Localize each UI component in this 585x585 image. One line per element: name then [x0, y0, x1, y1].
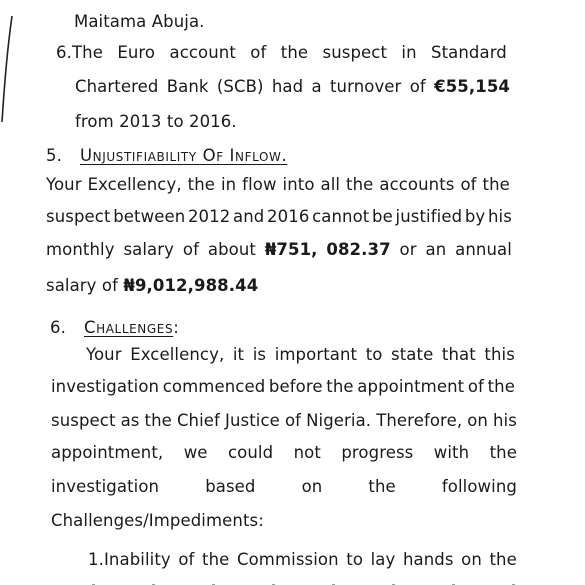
word: investigation	[51, 477, 160, 496]
word: the	[487, 377, 515, 396]
word: Inability	[103, 550, 171, 569]
word: progress	[341, 443, 414, 462]
word: on	[467, 411, 488, 430]
word: commenced	[162, 377, 266, 396]
section-title: Unjustifiability Of Inflow	[80, 146, 282, 165]
list-number: 1.	[88, 550, 104, 569]
salary-amount: ₦9,012,988.44	[123, 276, 259, 295]
justified-text	[46, 240, 512, 260]
margin-pen-mark	[0, 14, 14, 124]
word: Justice	[225, 411, 280, 430]
justified-text	[46, 207, 512, 227]
word: his	[487, 207, 512, 226]
word: Chartered	[75, 77, 159, 96]
word: of	[460, 175, 477, 194]
word: (SCB)	[216, 77, 264, 96]
word: had	[271, 77, 304, 96]
word: into	[282, 175, 315, 194]
line-text: salary of	[46, 276, 118, 295]
word: 2012	[187, 207, 231, 226]
word: before	[268, 377, 323, 396]
word: suspect	[51, 411, 116, 430]
word: could	[227, 443, 274, 462]
word: the	[326, 377, 354, 396]
text-line	[75, 112, 237, 132]
word: suspect	[322, 43, 388, 62]
word: appointment	[357, 377, 465, 396]
word: and	[233, 207, 265, 226]
word: is	[252, 345, 267, 364]
section-heading-5	[46, 146, 287, 166]
word: annual	[455, 240, 512, 259]
text-line	[46, 240, 512, 260]
word: Nigeria.	[306, 411, 372, 430]
text-line	[51, 477, 517, 497]
word: his	[493, 411, 517, 430]
cut-off-line	[92, 580, 522, 585]
line-text: Maitama Abuja.	[74, 12, 205, 31]
word: flow	[242, 175, 277, 194]
justified-text	[51, 377, 515, 397]
justified-text	[46, 175, 510, 195]
word: cannot	[312, 207, 370, 226]
word: 2016	[267, 207, 310, 226]
word: justified	[395, 207, 463, 226]
justified-text	[51, 443, 517, 463]
word: in	[401, 43, 417, 62]
word: the	[489, 550, 517, 569]
justified-text	[51, 411, 517, 431]
word: between	[113, 207, 186, 226]
word: Standard	[431, 43, 507, 62]
word: we	[183, 443, 208, 462]
salary-amount: ₦751,	[264, 240, 318, 259]
word: or	[399, 240, 417, 259]
word: important	[274, 345, 358, 364]
word: the	[346, 175, 374, 194]
justified-text	[72, 43, 507, 63]
section-title-dot: .	[281, 146, 288, 165]
justified-text	[75, 77, 510, 97]
justified-text	[51, 477, 517, 497]
word: investigation	[51, 377, 160, 396]
section-title: Challenges	[84, 318, 174, 337]
list-item-6	[56, 43, 510, 63]
word: salary	[123, 240, 175, 259]
word: it	[232, 345, 245, 364]
word: Therefore,	[376, 411, 463, 430]
word: of	[284, 411, 302, 430]
justified-text	[86, 345, 515, 365]
word: Your	[46, 175, 82, 194]
word: of	[182, 240, 199, 259]
text-line	[74, 12, 205, 32]
word: the	[202, 550, 230, 569]
text-line	[75, 77, 510, 97]
list-item-1	[88, 550, 520, 570]
word: Bank	[166, 77, 209, 96]
section-number: 5.	[46, 146, 62, 165]
text-line	[51, 377, 515, 397]
word: on	[461, 550, 482, 569]
word: lay	[370, 550, 396, 569]
word: Your	[86, 345, 122, 364]
salary-amount: 082.37	[326, 240, 391, 259]
line-text: Challenges/Impediments:	[51, 511, 264, 530]
word: of	[467, 377, 484, 396]
word: account	[169, 43, 236, 62]
word: based	[205, 477, 256, 496]
list-number: 6.	[56, 43, 72, 62]
word: to	[365, 345, 383, 364]
word: suspect	[46, 207, 111, 226]
word: with	[433, 443, 470, 462]
word: state	[391, 345, 434, 364]
word: a	[311, 77, 322, 96]
word: of	[178, 550, 195, 569]
text-line	[46, 175, 510, 195]
word: the	[368, 477, 396, 496]
word: The	[71, 43, 103, 62]
word: the	[187, 175, 216, 194]
word: appointment,	[51, 443, 164, 462]
word: about	[207, 240, 256, 259]
section-title-colon: :	[173, 318, 180, 337]
word: on	[301, 477, 323, 496]
turnover-amount: €55,154	[434, 77, 510, 96]
word: Commission	[236, 550, 339, 569]
justified-text	[104, 550, 517, 570]
text-line	[86, 345, 515, 365]
word: hands	[402, 550, 454, 569]
text-line	[51, 443, 517, 463]
word: be	[372, 207, 393, 226]
text-line	[46, 207, 512, 227]
section-heading-6	[50, 318, 179, 338]
word: not	[293, 443, 321, 462]
word: the	[482, 175, 510, 194]
word: of	[409, 77, 426, 96]
word: in	[220, 175, 237, 194]
word: by	[464, 207, 486, 226]
section-number: 6.	[50, 318, 66, 337]
text-line	[51, 511, 264, 531]
word: an	[425, 240, 447, 259]
word: the	[280, 43, 309, 62]
line-text: from 2013 to 2016.	[75, 112, 237, 131]
word: the	[144, 411, 172, 430]
word: Excellency,	[87, 175, 182, 194]
text-line	[46, 276, 258, 296]
text-line	[51, 411, 517, 431]
word: monthly	[46, 240, 115, 259]
word: as	[120, 411, 140, 430]
word: to	[346, 550, 364, 569]
word: turnover	[329, 77, 402, 96]
word: Chief	[176, 411, 220, 430]
word: that	[441, 345, 476, 364]
word: Excellency,	[130, 345, 225, 364]
word: the	[489, 443, 517, 462]
word: of	[250, 43, 267, 62]
word: this	[484, 345, 515, 364]
word: following	[441, 477, 517, 496]
word: all	[320, 175, 341, 194]
word: Euro	[117, 43, 156, 62]
word: accounts	[379, 175, 455, 194]
